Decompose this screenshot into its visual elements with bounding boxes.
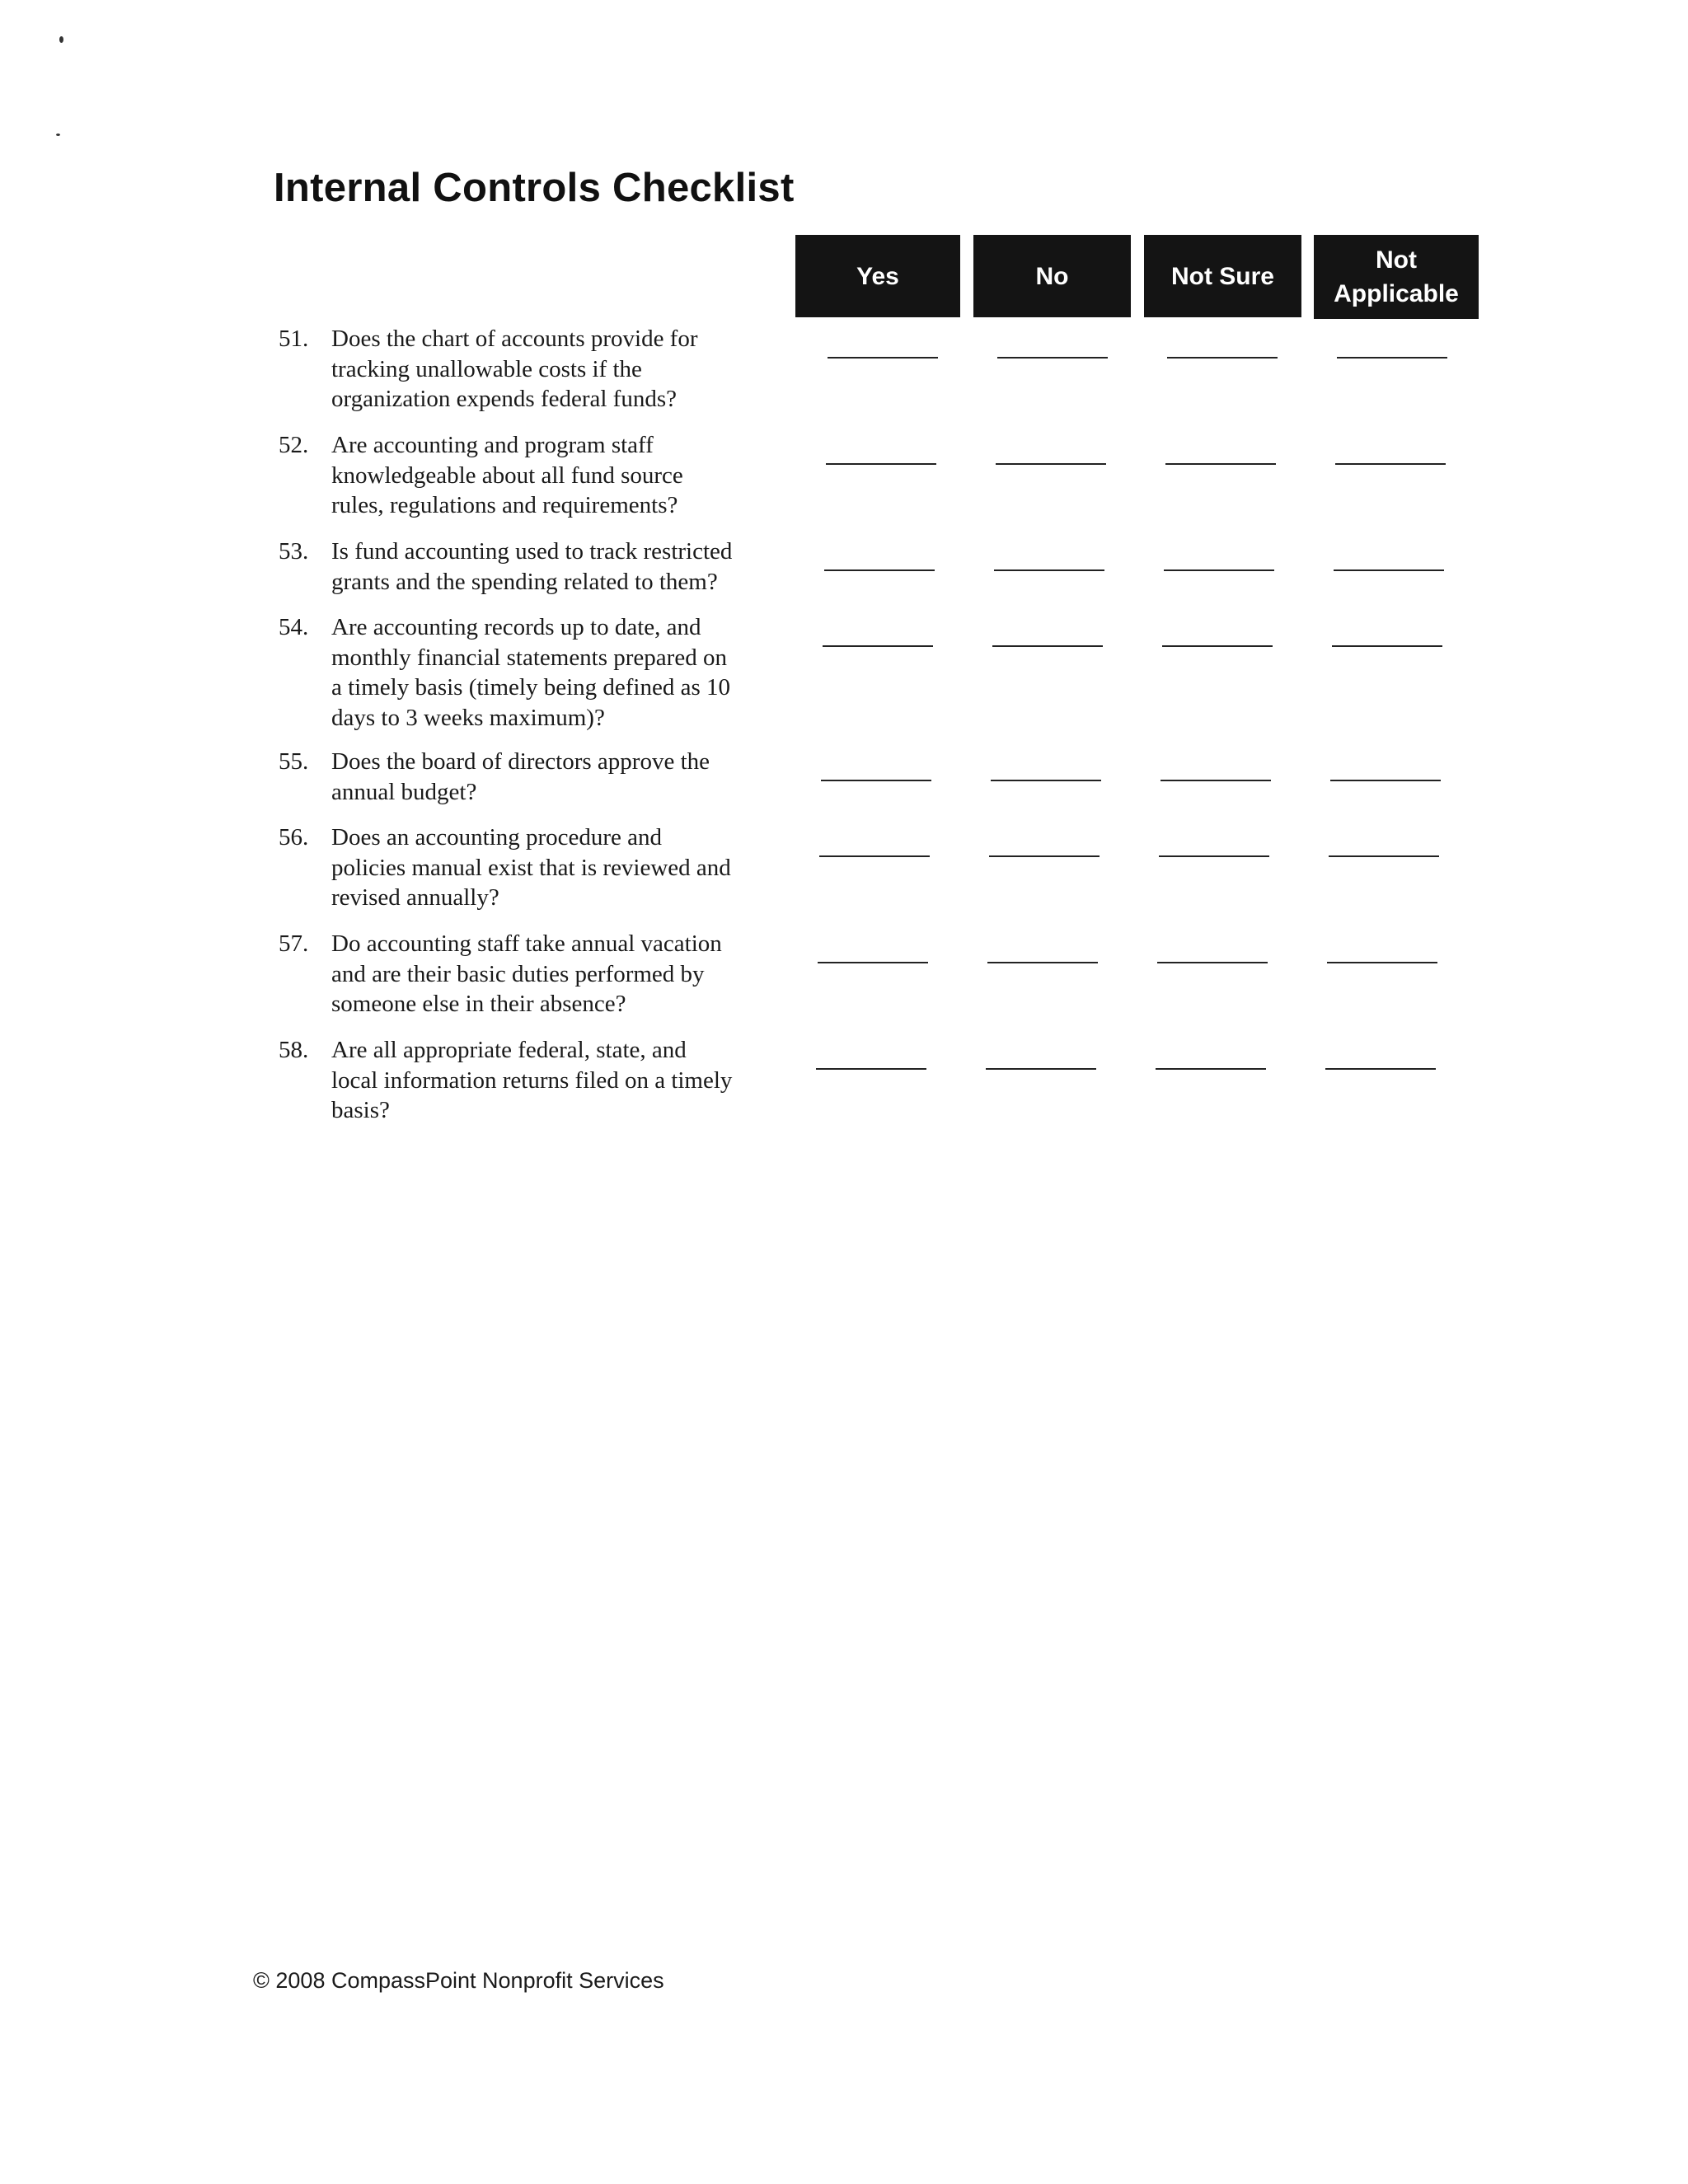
item-number: 54. — [279, 614, 309, 640]
answer-blank-no[interactable] — [986, 1068, 1096, 1070]
answer-blank-not-applicable[interactable] — [1329, 855, 1439, 857]
item-question — [331, 929, 793, 1019]
item-question-line: knowledgeable about all fund source — [331, 462, 683, 489]
item-question-line: monthly financial statements prepared on — [331, 644, 727, 671]
column-header-no-label: No — [1035, 262, 1069, 290]
answer-blank-not-sure[interactable] — [1167, 357, 1278, 359]
copyright-footer: © 2008 CompassPoint Nonprofit Services — [253, 1968, 664, 1993]
column-header-not-applicable-line-1: Not — [1376, 246, 1417, 274]
item-question — [331, 324, 793, 415]
column-header-yes-label: Yes — [856, 262, 899, 290]
item-question — [331, 430, 793, 521]
answer-blank-not-applicable[interactable] — [1330, 780, 1441, 781]
item-number: 57. — [279, 930, 309, 957]
item-question-line: rules, regulations and requirements? — [331, 492, 678, 518]
answer-blank-yes[interactable] — [826, 463, 936, 465]
answer-blank-yes[interactable] — [828, 357, 938, 359]
answer-blank-no[interactable] — [989, 855, 1100, 857]
item-question-line: Are all appropriate federal, state, and — [331, 1037, 687, 1063]
answer-blank-not-sure[interactable] — [1165, 463, 1276, 465]
item-question-line: and are their basic duties performed by — [331, 960, 705, 987]
scan-speck — [59, 36, 63, 43]
item-question — [331, 612, 793, 733]
answer-blank-no[interactable] — [991, 780, 1101, 781]
item-question-line: grants and the spending related to them? — [331, 568, 718, 595]
item-question — [331, 537, 793, 597]
answer-blank-yes[interactable] — [823, 645, 933, 647]
item-question-line: Does the board of directors approve the — [331, 748, 710, 775]
column-header-no — [973, 235, 1131, 317]
item-question-line: Is fund accounting used to track restricted — [331, 538, 733, 565]
answer-blank-yes[interactable] — [819, 855, 930, 857]
answer-blank-not-sure[interactable] — [1156, 1068, 1266, 1070]
column-header-not-sure-label: Not Sure — [1170, 262, 1274, 290]
answer-blank-no[interactable] — [992, 645, 1103, 647]
answer-blank-yes[interactable] — [816, 1068, 926, 1070]
answer-blank-not-sure[interactable] — [1160, 780, 1271, 781]
item-question — [331, 823, 793, 913]
answer-blank-not-applicable[interactable] — [1337, 357, 1447, 359]
page-title: Internal Controls Checklist — [274, 166, 795, 210]
answer-blank-not-applicable[interactable] — [1334, 569, 1444, 571]
item-question-line: organization expends federal funds? — [331, 386, 677, 412]
item-question-line: policies manual exist that is reviewed and — [331, 854, 731, 881]
answer-blank-not-sure[interactable] — [1159, 855, 1269, 857]
item-question — [331, 1035, 793, 1126]
column-header-not-applicable-line-2: Applicable — [1334, 280, 1459, 307]
column-header-not-applicable — [1314, 235, 1479, 319]
answer-blank-not-applicable[interactable] — [1325, 1068, 1436, 1070]
answer-blank-not-sure[interactable] — [1157, 962, 1268, 963]
scan-speck — [56, 134, 60, 136]
item-number: 56. — [279, 824, 309, 851]
item-number: 55. — [279, 748, 309, 775]
item-number: 51. — [279, 326, 309, 352]
answer-blank-not-sure[interactable] — [1162, 645, 1273, 647]
item-question-line: a timely basis (timely being defined as 10 — [331, 674, 731, 701]
column-header-not-sure — [1144, 235, 1301, 317]
item-question-line: tracking unallowable costs if the — [331, 355, 642, 382]
item-number: 52. — [279, 432, 309, 458]
item-question-line: annual budget? — [331, 778, 477, 805]
item-question — [331, 747, 793, 807]
item-question-line: revised annually? — [331, 884, 499, 911]
answer-blank-no[interactable] — [987, 962, 1098, 963]
answer-blank-yes[interactable] — [821, 780, 931, 781]
item-question-line: Are accounting and program staff — [331, 432, 654, 458]
answer-blank-yes[interactable] — [818, 962, 928, 963]
item-question-line: someone else in their absence? — [331, 991, 626, 1017]
answer-blank-not-applicable[interactable] — [1332, 645, 1442, 647]
answer-blank-not-applicable[interactable] — [1327, 962, 1437, 963]
item-question-line: days to 3 weeks maximum)? — [331, 704, 605, 731]
answer-blank-no[interactable] — [997, 357, 1108, 359]
item-question-line: Does the chart of accounts provide for — [331, 326, 698, 352]
answer-blank-not-applicable[interactable] — [1335, 463, 1446, 465]
item-number: 58. — [279, 1037, 309, 1063]
item-number: 53. — [279, 538, 309, 565]
answer-blank-no[interactable] — [996, 463, 1106, 465]
column-header-yes — [795, 235, 960, 317]
answer-blank-not-sure[interactable] — [1164, 569, 1274, 571]
answer-blank-yes[interactable] — [824, 569, 935, 571]
item-question-line: Does an accounting procedure and — [331, 824, 663, 851]
item-question-line: basis? — [331, 1097, 390, 1123]
item-question-line: local information returns filed on a timely — [331, 1066, 733, 1094]
item-question-line: Are accounting records up to date, and — [331, 614, 701, 640]
answer-blank-no[interactable] — [994, 569, 1104, 571]
item-question-line: Do accounting staff take annual vacation — [331, 930, 722, 957]
